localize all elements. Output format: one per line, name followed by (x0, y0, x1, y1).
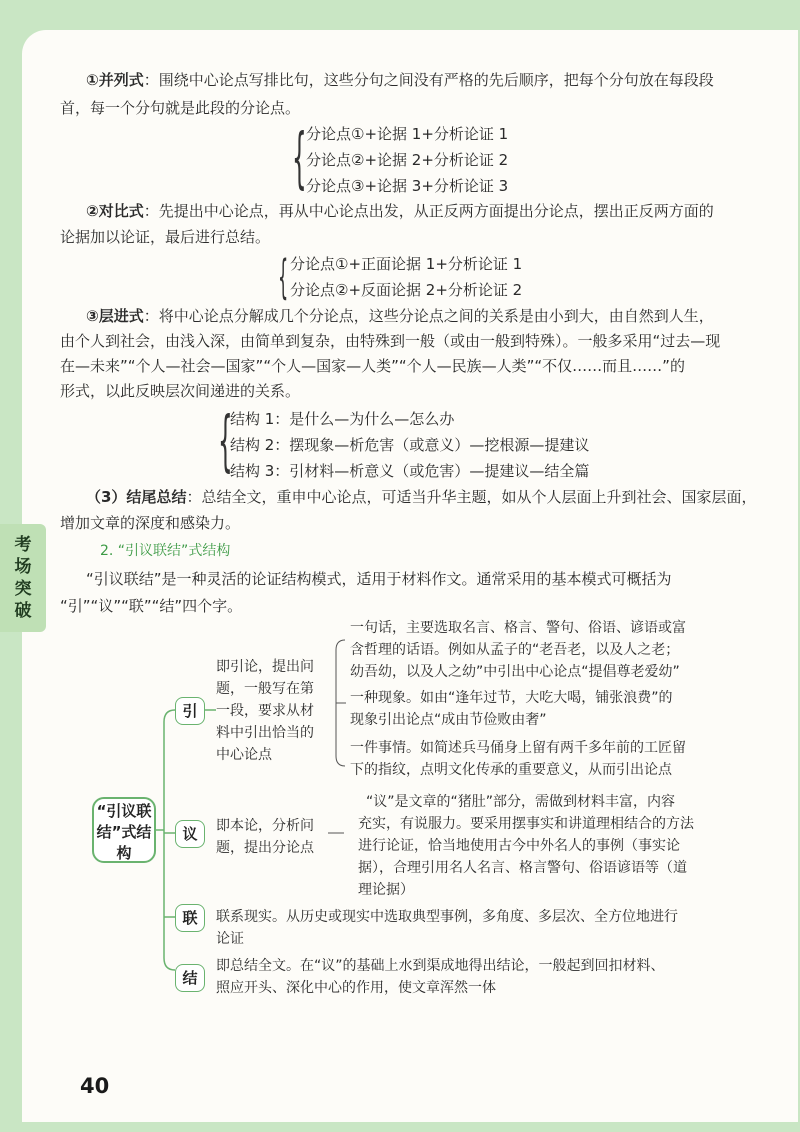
formula-line: 分论点①+论据 1+分析论证 1 (306, 125, 509, 143)
yin-item-1: 一句话，主要选取名言、格言、警句、俗语、谚语或富 (350, 620, 686, 636)
formula-line: 分论点②+论据 2+分析论证 2 (306, 151, 509, 169)
brace-icon: { (278, 250, 289, 304)
yin-desc: 中心论点 (216, 747, 272, 763)
paragraph-intro: “引议联结”是一种灵活的论证结构模式，适用于材料作文。通常采用的基本模式可概括为 (86, 570, 672, 588)
diagram-root-node: “引议联结”式结构 (92, 797, 156, 863)
yin-item-1: 含哲理的话语。例如从孟子的“老吾老，以及人之老； (350, 642, 680, 658)
yi-text: “议”是文章的“猪肚”部分，需做到材料丰富，内容 (366, 794, 676, 810)
node-yi: 议 (175, 820, 205, 848)
paragraph-progressive: ③层进式：将中心论点分解成几个分论点，这些分论点之间的关系是由小到大，由自然到人生， (86, 307, 714, 325)
yin-item-3: 一件事情。如简述兵马俑身上留有两千多年前的工匠留 (350, 740, 686, 756)
node-jie: 结 (175, 964, 205, 992)
paragraph-parallel: ①并列式：围绕中心论点写排比句，这些分句之间没有严格的先后顺序，把每个分句放在每段段 (86, 71, 714, 89)
side-tab: 考场突破 (0, 524, 46, 632)
brace-icon: { (292, 119, 307, 196)
formula-line: 分论点①+正面论据 1+分析论证 1 (290, 255, 523, 273)
paragraph-progressive-cont: 在—未来”“个人—社会—国家”“个人—国家—人类”“个人—民族—人类”“不仅……而且……”的 (60, 357, 685, 375)
yi-desc: 即本论，分析问 (216, 818, 314, 834)
jie-text: 即总结全文。在“议”的基础上水到渠成地得出结论，一般起到回扣材料、 (216, 958, 665, 974)
node-yin: 引 (175, 697, 205, 725)
section-heading: 2. “引议联结”式结构 (100, 543, 231, 559)
yi-text: 进行论证，恰当地使用古今中外名人的事例（事实论 (358, 838, 680, 854)
yin-item-1: 幼吾幼，以及人之幼”中引出中心论点“提倡尊老爱幼” (350, 664, 680, 680)
lian-text: 联系现实。从历史或现实中选取典型事例，多角度、多层次、全方位地进行 (216, 909, 678, 925)
yin-item-3: 下的指纹，点明文化传承的重要意义，从而引出论点 (350, 762, 672, 778)
paragraph-intro-cont: “引”“议”“联”“结”四个字。 (60, 597, 243, 615)
yi-desc: 题，提出分论点 (216, 840, 314, 856)
paragraph-progressive-cont: 形式，以此反映层次间递进的关系。 (60, 382, 301, 400)
lian-text: 论证 (216, 931, 244, 947)
page-number: 40 (80, 1074, 110, 1098)
formula-line: 结构 3：引材料—析意义（或危害）—提建议—结全篇 (230, 462, 590, 480)
paragraph-parallel-cont: 首，每一个分句就是此段的分论点。 (60, 99, 301, 117)
yin-desc: 题，一般写在第 (216, 681, 314, 697)
paragraph-ending: （3）结尾总结：总结全文，重申中心论点，可适当升华主题，如从个人层面上升到社会、国家层面， (86, 488, 757, 506)
yi-text: 据），合理引用名人名言、格言警句、俗语谚语等（道 (358, 860, 687, 876)
paragraph-progressive-cont: 由个人到社会，由浅入深，由简单到复杂，由特殊到一般（或由一般到特殊）。一般多采用“过去—现 (60, 332, 721, 350)
formula-line: 结构 2：摆现象—析危害（或意义）—挖根源—提建议 (230, 436, 590, 454)
formula-line: 结构 1：是什么—为什么—怎么办 (230, 410, 455, 428)
yin-desc: 即引论，提出问 (216, 659, 314, 675)
paragraph-contrast-cont: 论据加以论证，最后进行总结。 (60, 228, 271, 246)
formula-line: 分论点②+反面论据 2+分析论证 2 (290, 281, 523, 299)
yin-item-2: 一种现象。如由“逢年过节，大吃大喝，铺张浪费”的 (350, 690, 673, 706)
jie-text: 照应开头、深化中心的作用，使文章浑然一体 (216, 980, 496, 996)
paragraph-ending-cont: 增加文章的深度和感染力。 (60, 514, 241, 532)
yin-desc: 料中引出恰当的 (216, 725, 314, 741)
node-lian: 联 (175, 904, 205, 932)
yin-desc: 一段，要求从材 (216, 703, 314, 719)
yin-item-2: 现象引出论点“成由节俭败由奢” (350, 712, 547, 728)
yi-text: 理论据） (358, 882, 414, 898)
paragraph-contrast: ②对比式：先提出中心论点，再从中心论点出发，从正反两方面提出分论点，摆出正反两方面的 (86, 202, 714, 220)
yi-text: 充实，有说服力。要采用摆事实和讲道理相结合的方法 (358, 816, 694, 832)
brace-icon: { (218, 402, 233, 479)
formula-line: 分论点③+论据 3+分析论证 3 (306, 177, 509, 195)
